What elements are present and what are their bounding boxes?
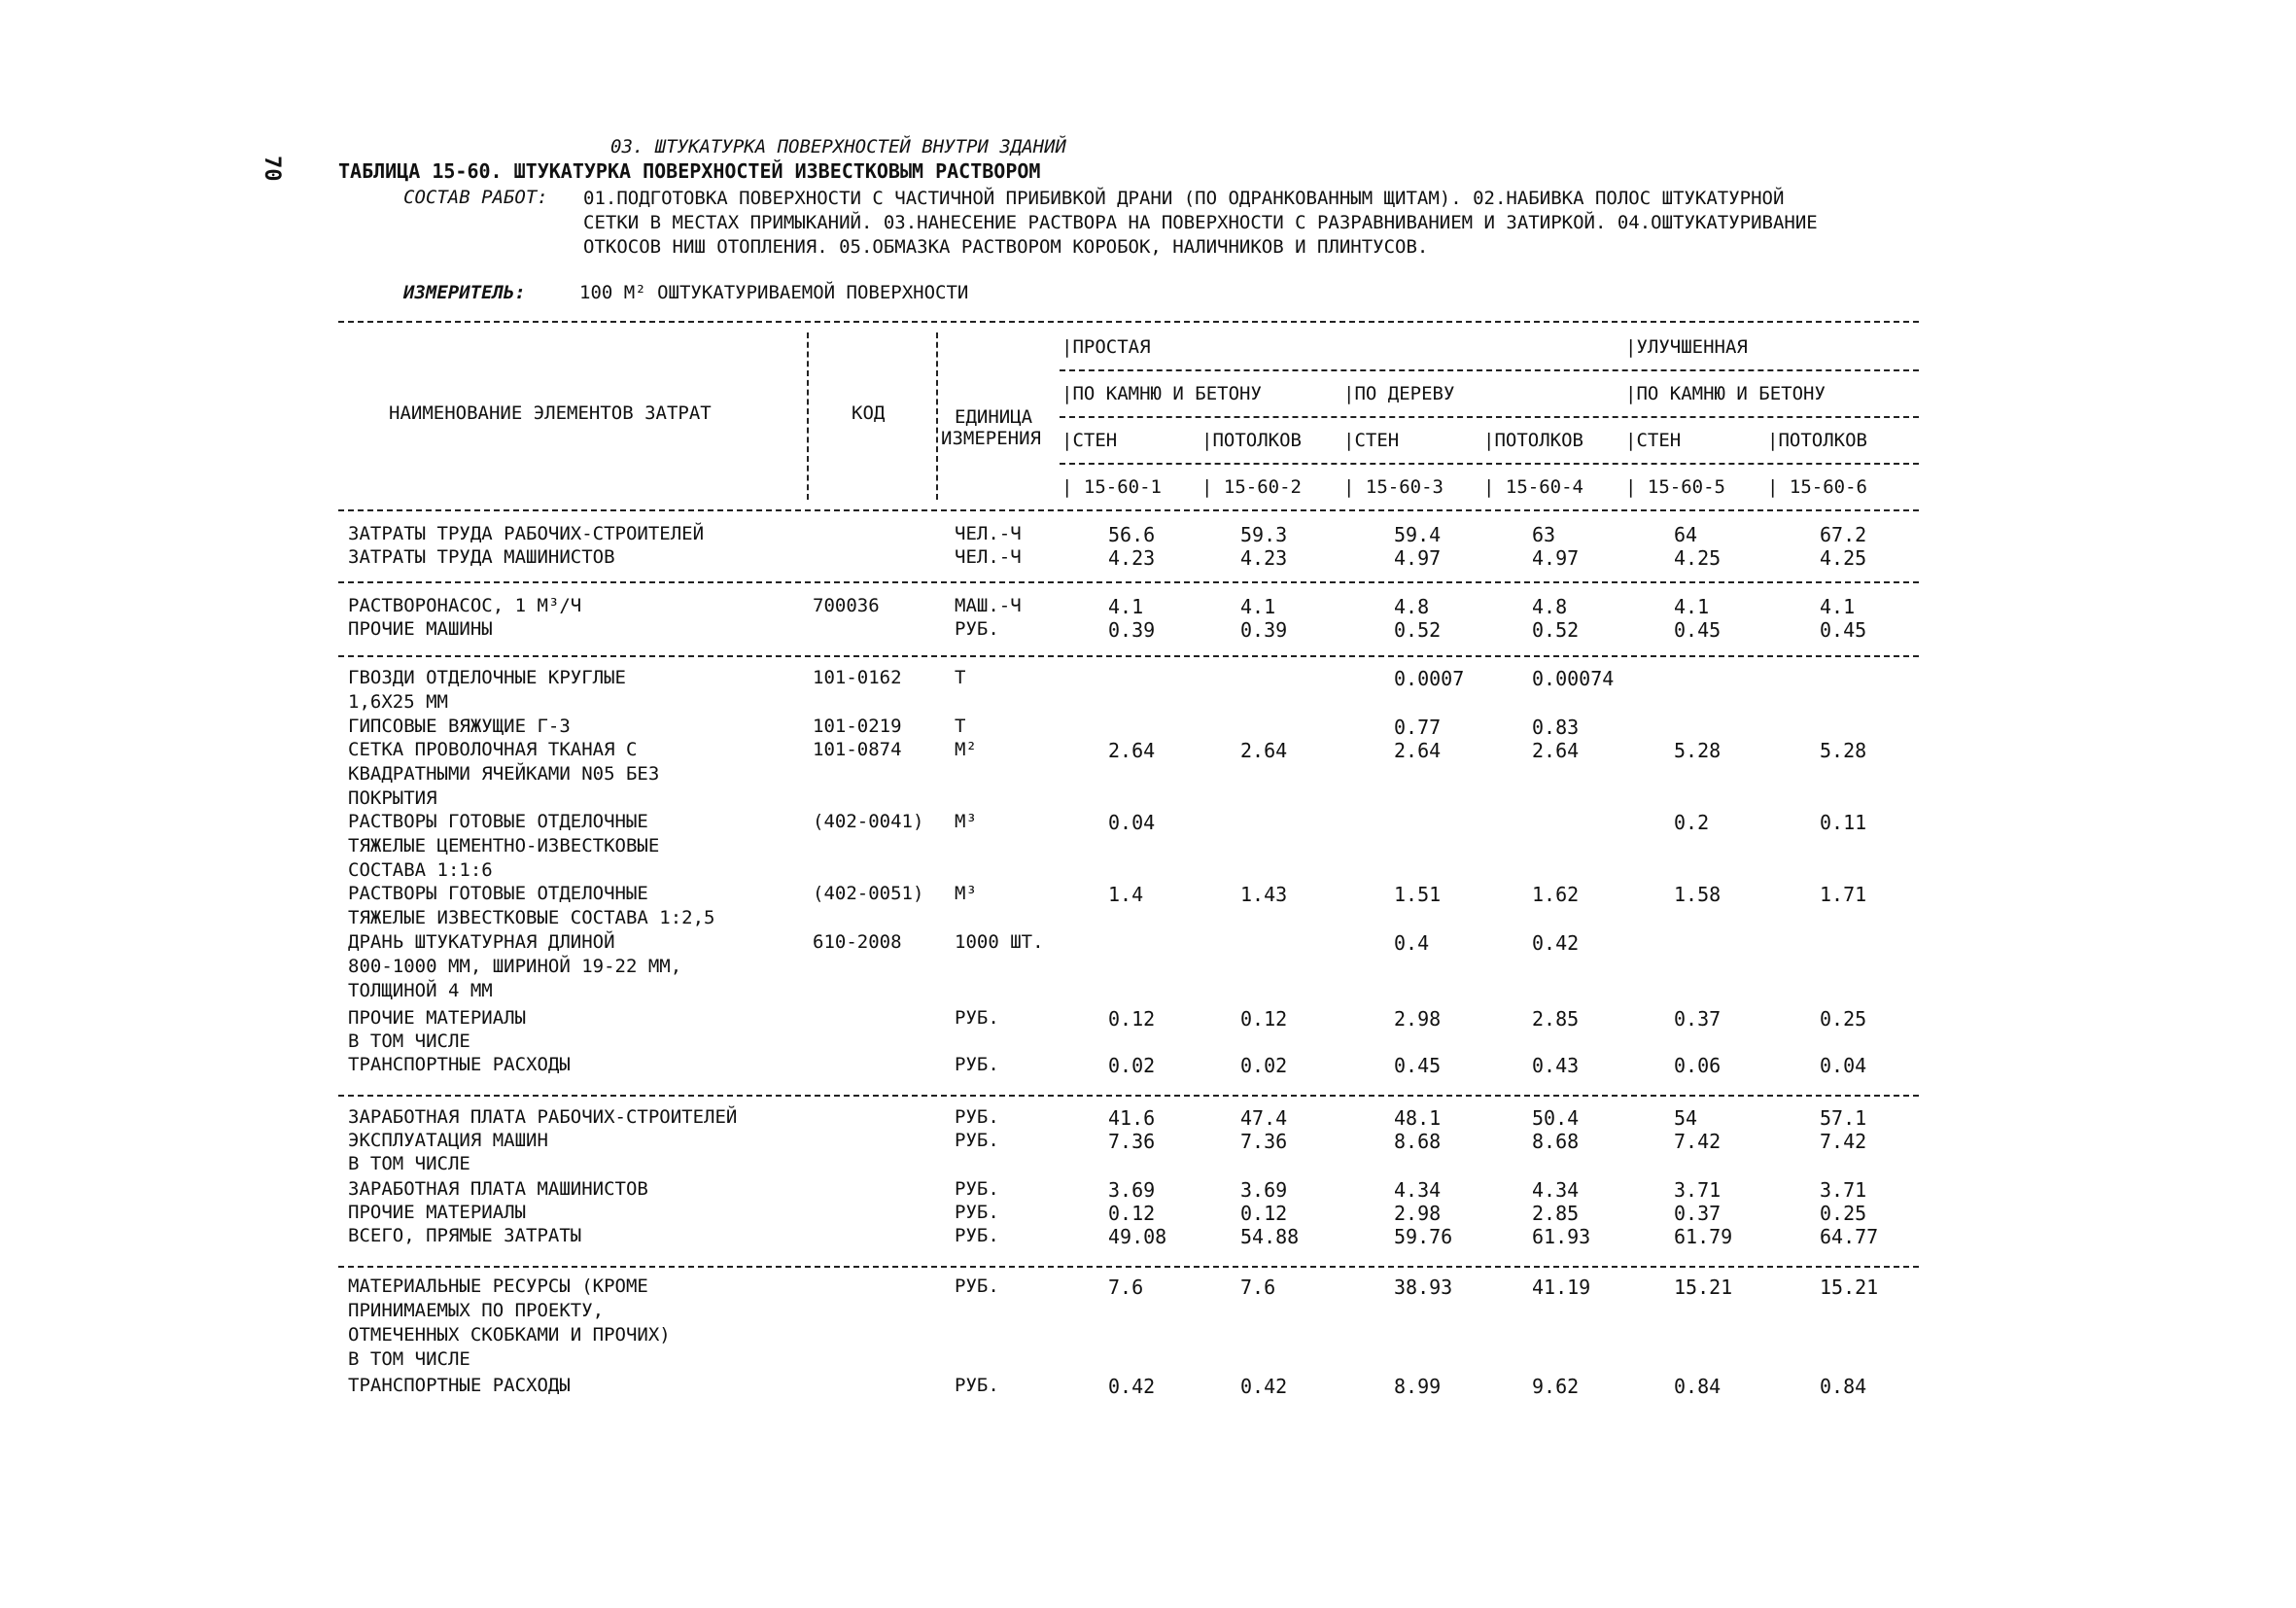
- row-code: 101-0162: [813, 667, 902, 688]
- page-number: 70: [260, 156, 284, 182]
- row-value: 4.1: [1240, 595, 1276, 618]
- sub-stone-improved: |ПО КАМНЮ И БЕТОНУ: [1625, 383, 1826, 404]
- row-value: 0.25: [1820, 1202, 1867, 1225]
- row-value: 4.97: [1394, 546, 1442, 570]
- row-unit: РУБ.: [955, 1225, 999, 1246]
- col-header-code: КОД: [852, 402, 886, 424]
- row-value: 0.12: [1240, 1007, 1288, 1031]
- row-value: 0.25: [1820, 1007, 1867, 1031]
- row-value: 0.4: [1394, 931, 1430, 955]
- row-value: 3.69: [1108, 1178, 1156, 1202]
- row-value: 41.6: [1108, 1106, 1156, 1130]
- row-unit: РУБ.: [955, 1054, 999, 1075]
- row-value: 49.08: [1108, 1225, 1167, 1248]
- row-value: 4.1: [1820, 595, 1856, 618]
- row-unit: Т: [955, 716, 966, 737]
- row-name: СОСТАВА 1:1:6: [348, 859, 493, 881]
- row-code: 700036: [813, 595, 880, 616]
- row-name: ПОКРЫТИЯ: [348, 787, 437, 809]
- row-name: ПРОЧИЕ МАШИНЫ: [348, 618, 493, 640]
- sub-ceilings: |ПОТОЛКОВ: [1767, 430, 1867, 451]
- header-rule-1: [1060, 369, 1919, 371]
- row-value: 0.45: [1394, 1054, 1442, 1077]
- row-unit: РУБ.: [955, 1202, 999, 1223]
- row-value: 2.98: [1394, 1202, 1442, 1225]
- row-value: 7.42: [1674, 1130, 1722, 1153]
- row-value: 61.93: [1532, 1225, 1591, 1248]
- row-value: 0.02: [1240, 1054, 1288, 1077]
- row-unit: РУБ.: [955, 1130, 999, 1151]
- row-value: 0.04: [1820, 1054, 1867, 1077]
- code-15-60-4: | 15-60-4: [1483, 476, 1583, 498]
- row-value: 8.68: [1532, 1130, 1580, 1153]
- row-value: 7.36: [1108, 1130, 1156, 1153]
- code-15-60-1: | 15-60-1: [1061, 476, 1162, 498]
- row-value: 0.39: [1108, 618, 1156, 642]
- row-code: 101-0219: [813, 716, 902, 737]
- header-rule-2: [1060, 416, 1919, 418]
- row-unit: РУБ.: [955, 1007, 999, 1029]
- row-value: 2.64: [1532, 739, 1580, 762]
- row-value: 15.21: [1820, 1276, 1879, 1299]
- row-value: 0.02: [1108, 1054, 1156, 1077]
- row-name: В ТОМ ЧИСЛЕ: [348, 1031, 470, 1052]
- row-value: 64: [1674, 523, 1698, 546]
- row-value: 63: [1532, 523, 1556, 546]
- table-title: ТАБЛИЦА 15-60. ШТУКАТУРКА ПОВЕРХНОСТЕЙ ИЗВЕСТКОВЫМ РАСТВОРОМ: [338, 159, 1041, 183]
- row-value: 4.23: [1240, 546, 1288, 570]
- row-value: 1.71: [1820, 883, 1867, 906]
- row-name: РАСТВОРОНАСОС, 1 М³/Ч: [348, 595, 582, 616]
- row-value: 0.43: [1532, 1054, 1580, 1077]
- row-value: 54: [1674, 1106, 1698, 1130]
- row-value: 61.79: [1674, 1225, 1733, 1248]
- row-unit: М²: [955, 739, 977, 760]
- measure-label: ИЗМЕРИТЕЛЬ:: [403, 282, 526, 303]
- row-unit: РУБ.: [955, 1106, 999, 1128]
- row-unit: РУБ.: [955, 1276, 999, 1297]
- code-15-60-3: | 15-60-3: [1343, 476, 1444, 498]
- row-value: 9.62: [1532, 1375, 1580, 1398]
- row-value: 2.85: [1532, 1202, 1580, 1225]
- row-value: 0.0007: [1394, 667, 1465, 690]
- row-value: 41.19: [1532, 1276, 1591, 1299]
- row-value: 0.52: [1394, 618, 1442, 642]
- row-value: 1.62: [1532, 883, 1580, 906]
- sub-walls: |СТЕН: [1061, 430, 1118, 451]
- row-name: ПРОЧИЕ МАТЕРИАЛЫ: [348, 1007, 527, 1029]
- row-value: 0.04: [1108, 811, 1156, 834]
- row-name: ЭКСПЛУАТАЦИЯ МАШИН: [348, 1130, 548, 1151]
- row-value: 0.42: [1532, 931, 1580, 955]
- row-value: 4.97: [1532, 546, 1580, 570]
- row-value: 5.28: [1674, 739, 1722, 762]
- row-name: РАСТВОРЫ ГОТОВЫЕ ОТДЕЛОЧНЫЕ: [348, 811, 648, 832]
- group-simple: |ПРОСТАЯ: [1061, 336, 1151, 358]
- row-value: 64.77: [1820, 1225, 1879, 1248]
- row-value: 67.2: [1820, 523, 1867, 546]
- row-name: ПРИНИМАЕМЫХ ПО ПРОЕКТУ,: [348, 1300, 605, 1321]
- row-value: 1.58: [1674, 883, 1722, 906]
- row-value: 59.4: [1394, 523, 1442, 546]
- row-unit: ЧЕЛ.-Ч: [955, 546, 1022, 568]
- section-rule: [338, 655, 1919, 657]
- row-value: 2.85: [1532, 1007, 1580, 1031]
- row-unit: МАШ.-Ч: [955, 595, 1022, 616]
- row-code: 610-2008: [813, 931, 902, 953]
- header-bottom-rule: [338, 509, 1919, 511]
- row-name: РАСТВОРЫ ГОТОВЫЕ ОТДЕЛОЧНЫЕ: [348, 883, 648, 904]
- row-code: (402-0051): [813, 883, 924, 904]
- row-code: (402-0041): [813, 811, 924, 832]
- row-name: ГВОЗДИ ОТДЕЛОЧНЫЕ КРУГЛЫЕ: [348, 667, 626, 688]
- row-unit: РУБ.: [955, 618, 999, 640]
- row-code: 101-0874: [813, 739, 902, 760]
- row-value: 2.64: [1108, 739, 1156, 762]
- sub-stone-simple: |ПО КАМНЮ И БЕТОНУ: [1061, 383, 1262, 404]
- row-value: 7.42: [1820, 1130, 1867, 1153]
- row-value: 0.45: [1820, 618, 1867, 642]
- row-name: СЕТКА ПРОВОЛОЧНАЯ ТКАНАЯ С: [348, 739, 638, 760]
- row-unit: РУБ.: [955, 1375, 999, 1396]
- row-name: ДРАНЬ ШТУКАТУРНАЯ ДЛИНОЙ: [348, 931, 615, 953]
- row-unit: 1000 ШТ.: [955, 931, 1044, 953]
- row-value: 0.00074: [1532, 667, 1615, 690]
- row-value: 59.3: [1240, 523, 1288, 546]
- row-value: 0.37: [1674, 1202, 1722, 1225]
- row-value: 4.1: [1674, 595, 1710, 618]
- row-value: 0.84: [1674, 1375, 1722, 1398]
- row-name: ЗАРАБОТНАЯ ПЛАТА МАШИНИСТОВ: [348, 1178, 648, 1200]
- row-value: 50.4: [1532, 1106, 1580, 1130]
- code-15-60-6: | 15-60-6: [1767, 476, 1867, 498]
- row-value: 4.1: [1108, 595, 1144, 618]
- row-value: 0.45: [1674, 618, 1722, 642]
- row-value: 0.39: [1240, 618, 1288, 642]
- row-unit: М³: [955, 883, 977, 904]
- composition-label: СОСТАВ РАБОТ:: [403, 187, 548, 208]
- header-divider: [936, 332, 938, 500]
- row-value: 57.1: [1820, 1106, 1867, 1130]
- row-name: ТЯЖЕЛЫЕ ЦЕМЕНТНО-ИЗВЕСТКОВЫЕ: [348, 835, 660, 856]
- row-unit: М³: [955, 811, 977, 832]
- row-value: 15.21: [1674, 1276, 1733, 1299]
- row-name: ГИПСОВЫЕ ВЯЖУЩИЕ Г-3: [348, 716, 571, 737]
- row-value: 0.83: [1532, 716, 1580, 739]
- code-15-60-2: | 15-60-2: [1201, 476, 1302, 498]
- row-name: ТОЛЩИНОЙ 4 ММ: [348, 980, 493, 1001]
- row-value: 4.25: [1820, 546, 1867, 570]
- row-value: 7.6: [1240, 1276, 1276, 1299]
- sub-walls: |СТЕН: [1343, 430, 1400, 451]
- row-name: ТРАНСПОРТНЫЕ РАСХОДЫ: [348, 1054, 571, 1075]
- row-name: МАТЕРИАЛЬНЫЕ РЕСУРСЫ (КРОМЕ: [348, 1276, 648, 1297]
- row-value: 0.42: [1240, 1375, 1288, 1398]
- row-unit: ЧЕЛ.-Ч: [955, 523, 1022, 544]
- row-value: 0.12: [1108, 1202, 1156, 1225]
- header-rule-3: [1060, 463, 1919, 465]
- sub-wood: |ПО ДЕРЕВУ: [1343, 383, 1455, 404]
- row-name: В ТОМ ЧИСЛЕ: [348, 1348, 470, 1370]
- col-header-unit: ЕДИНИЦА: [955, 406, 1033, 428]
- row-value: 4.25: [1674, 546, 1722, 570]
- row-value: 38.93: [1394, 1276, 1453, 1299]
- row-value: 0.2: [1674, 811, 1710, 834]
- row-value: 1.43: [1240, 883, 1288, 906]
- row-value: 0.77: [1394, 716, 1442, 739]
- row-value: 4.34: [1532, 1178, 1580, 1202]
- row-value: 59.76: [1394, 1225, 1453, 1248]
- row-name: 1,6X25 ММ: [348, 691, 448, 713]
- row-name: ВСЕГО, ПРЯМЫЕ ЗАТРАТЫ: [348, 1225, 582, 1246]
- row-value: 2.64: [1240, 739, 1288, 762]
- row-value: 7.6: [1108, 1276, 1144, 1299]
- row-value: 4.23: [1108, 546, 1156, 570]
- row-name: ЗАРАБОТНАЯ ПЛАТА РАБОЧИХ-СТРОИТЕЛЕЙ: [348, 1106, 738, 1128]
- row-value: 0.84: [1820, 1375, 1867, 1398]
- row-value: 1.4: [1108, 883, 1144, 906]
- row-name: КВАДРАТНЫМИ ЯЧЕЙКАМИ N05 БЕЗ: [348, 763, 660, 785]
- section-title: 03. ШТУКАТУРКА ПОВЕРХНОСТЕЙ ВНУТРИ ЗДАНИЙ: [610, 136, 1066, 157]
- row-name: ОТМЕЧЕННЫХ СКОБКАМИ И ПРОЧИХ): [348, 1324, 671, 1346]
- row-value: 7.36: [1240, 1130, 1288, 1153]
- composition-text: 01.ПОДГОТОВКА ПОВЕРХНОСТИ С ЧАСТИЧНОЙ ПРИБИВКОЙ ДРАНИ (ПО ОДРАНКОВАННЫМ ЩИТАМ). 02.НАБИВКА ПОЛОС ШТУКАТУРНОЙ СЕТКИ В МЕСТАХ ПРИМЫКАНИЙ. 03.НАНЕСЕНИЕ РАСТВОРА НА ПОВЕРХНОСТИ С РАЗРАВНИВАНИЕМ И ЗАТИРКОЙ. 04.ОШТУКАТУРИВАНИЕ ОТКОСОВ НИШ ОТОПЛЕНИЯ. 05.ОБМАЗКА РАСТВОРОМ КОРОБОК, НАЛИЧНИКОВ И ПЛИНТУСОВ.: [583, 188, 1818, 258]
- row-value: 1.51: [1394, 883, 1442, 906]
- row-value: 0.12: [1240, 1202, 1288, 1225]
- code-15-60-5: | 15-60-5: [1625, 476, 1725, 498]
- row-name: ПРОЧИЕ МАТЕРИАЛЫ: [348, 1202, 527, 1223]
- row-value: 0.37: [1674, 1007, 1722, 1031]
- sub-ceilings: |ПОТОЛКОВ: [1483, 430, 1583, 451]
- header-divider: [807, 332, 809, 500]
- row-name: В ТОМ ЧИСЛЕ: [348, 1153, 470, 1174]
- row-name: 800-1000 ММ, ШИРИНОЙ 19-22 ММ,: [348, 956, 682, 977]
- row-value: 3.71: [1820, 1178, 1867, 1202]
- row-value: 3.69: [1240, 1178, 1288, 1202]
- row-value: 47.4: [1240, 1106, 1288, 1130]
- sub-walls: |СТЕН: [1625, 430, 1682, 451]
- col-header-unit: ИЗМЕРЕНИЯ: [941, 428, 1041, 449]
- section-rule: [338, 1095, 1919, 1097]
- row-value: 56.6: [1108, 523, 1156, 546]
- row-value: 4.34: [1394, 1178, 1442, 1202]
- row-value: 0.12: [1108, 1007, 1156, 1031]
- row-name: ЗАТРАТЫ ТРУДА РАБОЧИХ-СТРОИТЕЛЕЙ: [348, 523, 705, 544]
- row-value: 4.8: [1532, 595, 1568, 618]
- row-value: 0.11: [1820, 811, 1867, 834]
- row-unit: РУБ.: [955, 1178, 999, 1200]
- row-value: 5.28: [1820, 739, 1867, 762]
- row-value: 0.06: [1674, 1054, 1722, 1077]
- col-header-name: НАИМЕНОВАНИЕ ЭЛЕМЕНТОВ ЗАТРАТ: [389, 402, 712, 424]
- row-value: 2.64: [1394, 739, 1442, 762]
- group-improved: |УЛУЧШЕННАЯ: [1625, 336, 1748, 358]
- row-name: ЗАТРАТЫ ТРУДА МАШИНИСТОВ: [348, 546, 615, 568]
- measure-text: 100 М² ОШТУКАТУРИВАЕМОЙ ПОВЕРХНОСТИ: [579, 282, 969, 303]
- sub-ceilings: |ПОТОЛКОВ: [1201, 430, 1302, 451]
- row-value: 8.99: [1394, 1375, 1442, 1398]
- section-rule: [338, 1266, 1919, 1268]
- row-value: 3.71: [1674, 1178, 1722, 1202]
- row-value: 0.42: [1108, 1375, 1156, 1398]
- row-unit: Т: [955, 667, 966, 688]
- table-top-rule: [338, 321, 1919, 323]
- row-value: 2.98: [1394, 1007, 1442, 1031]
- row-value: 48.1: [1394, 1106, 1442, 1130]
- row-value: 8.68: [1394, 1130, 1442, 1153]
- row-name: ТЯЖЕЛЫЕ ИЗВЕСТКОВЫЕ СОСТАВА 1:2,5: [348, 907, 715, 928]
- row-value: 0.52: [1532, 618, 1580, 642]
- section-rule: [338, 581, 1919, 583]
- row-value: 54.88: [1240, 1225, 1300, 1248]
- row-name: ТРАНСПОРТНЫЕ РАСХОДЫ: [348, 1375, 571, 1396]
- row-value: 4.8: [1394, 595, 1430, 618]
